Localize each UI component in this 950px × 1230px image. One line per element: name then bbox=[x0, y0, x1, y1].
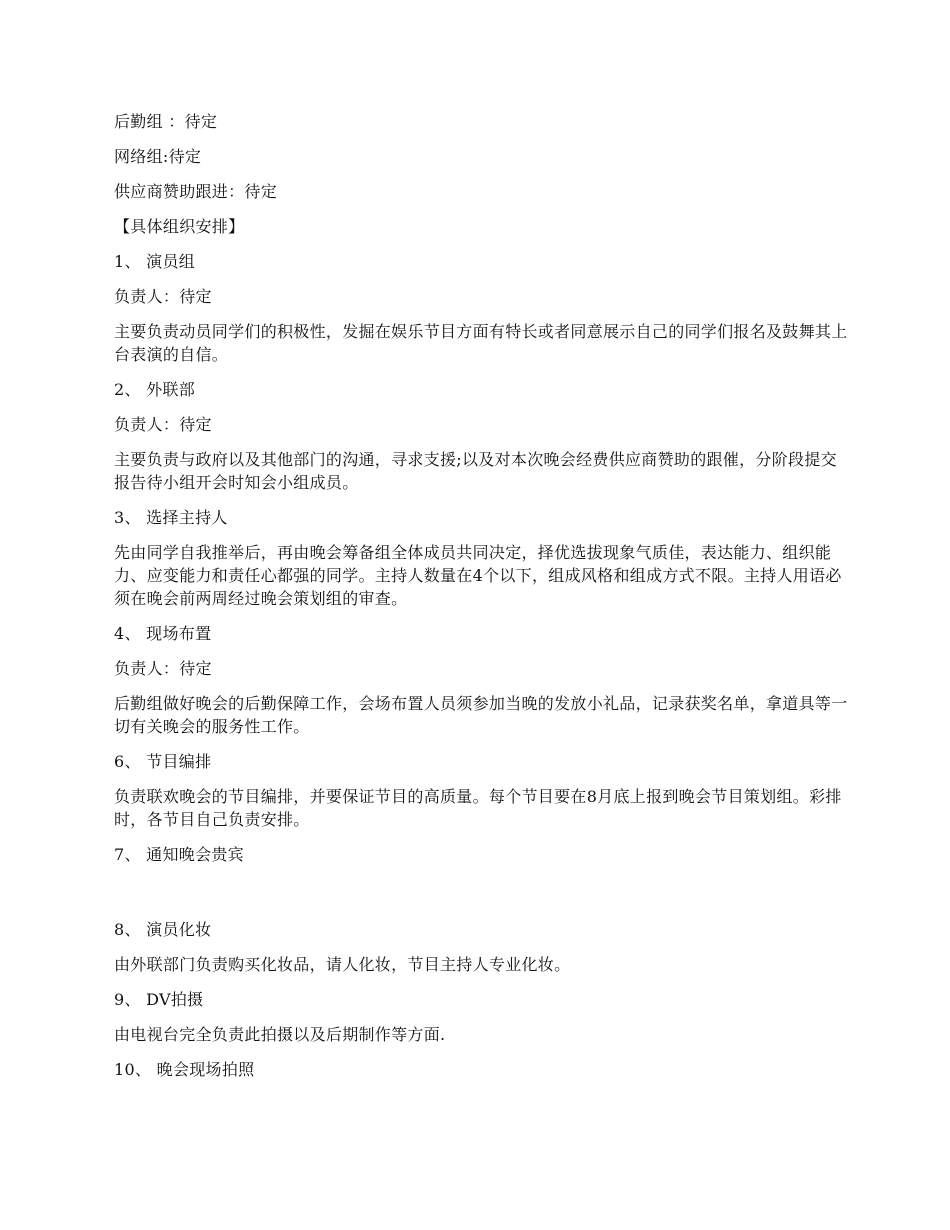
performers-description: 主要负责动员同学们的积极性，发掘在娱乐节目方面有特长或者同意展示自己的同学们报名及鼓舞其上台表演的自信。 bbox=[114, 322, 848, 364]
item-heading-program-arrangement: 6、 节目编排 bbox=[114, 752, 212, 771]
makeup-description: 由外联部门负责购买化妆品，请人化妆，节目主持人专业化妆。 bbox=[114, 955, 571, 974]
network-group-line: 网络组:待定 bbox=[114, 147, 202, 166]
logistics-group-line: 后勤组 ：待定 bbox=[114, 112, 218, 131]
responsible-person-line: 负责人：待定 bbox=[114, 659, 212, 678]
responsible-person-line: 负责人：待定 bbox=[114, 415, 212, 434]
dv-filming-description: 由电视台完全负责此拍摄以及后期制作等方面. bbox=[114, 1025, 446, 1044]
section-heading: 【具体组织安排】 bbox=[114, 217, 245, 236]
external-relations-description: 主要负责与政府以及其他部门的沟通，寻求支援;以及对本次晚会经费供应商赞助的跟催，分阶段提交报告待小组开会时知会小组成员。 bbox=[114, 450, 837, 492]
item-heading-photography: 10、 晚会现场拍照 bbox=[114, 1060, 255, 1079]
responsible-person-line: 负责人：待定 bbox=[114, 287, 212, 306]
item-heading-performers: 1、 演员组 bbox=[114, 252, 196, 271]
item-heading-host-selection: 3、 选择主持人 bbox=[114, 508, 228, 527]
item-heading-dv-filming: 9、 DV拍摄 bbox=[114, 990, 204, 1009]
host-selection-description: 先由同学自我推举后，再由晚会筹备组全体成员共同决定，择优选拔现象气质佳，表达能力、组织能力、应变能力和责任心都强的同学。主持人数量在4个以下，组成风格和组成方式不限。主持人用语必须在晚会前两周经过晚会策划组的审查。 bbox=[114, 543, 842, 608]
item-heading-makeup: 8、 演员化妆 bbox=[114, 920, 212, 939]
venue-setup-description: 后勤组做好晚会的后勤保障工作，会场布置人员须参加当晚的发放小礼品，记录获奖名单，拿道具等一切有关晚会的服务性工作。 bbox=[114, 694, 848, 736]
item-heading-notify-guests: 7、 通知晚会贵宾 bbox=[114, 845, 244, 864]
sponsor-followup-line: 供应商赞助跟进：待定 bbox=[114, 182, 278, 201]
program-arrangement-description: 负责联欢晚会的节目编排，并要保证节目的高质量。每个节目要在8月底上报到晚会节目策划组。彩排时，各节目自己负责安排。 bbox=[114, 787, 842, 829]
item-heading-venue-setup: 4、 现场布置 bbox=[114, 624, 212, 643]
item-heading-external-relations: 2、 外联部 bbox=[114, 380, 196, 399]
